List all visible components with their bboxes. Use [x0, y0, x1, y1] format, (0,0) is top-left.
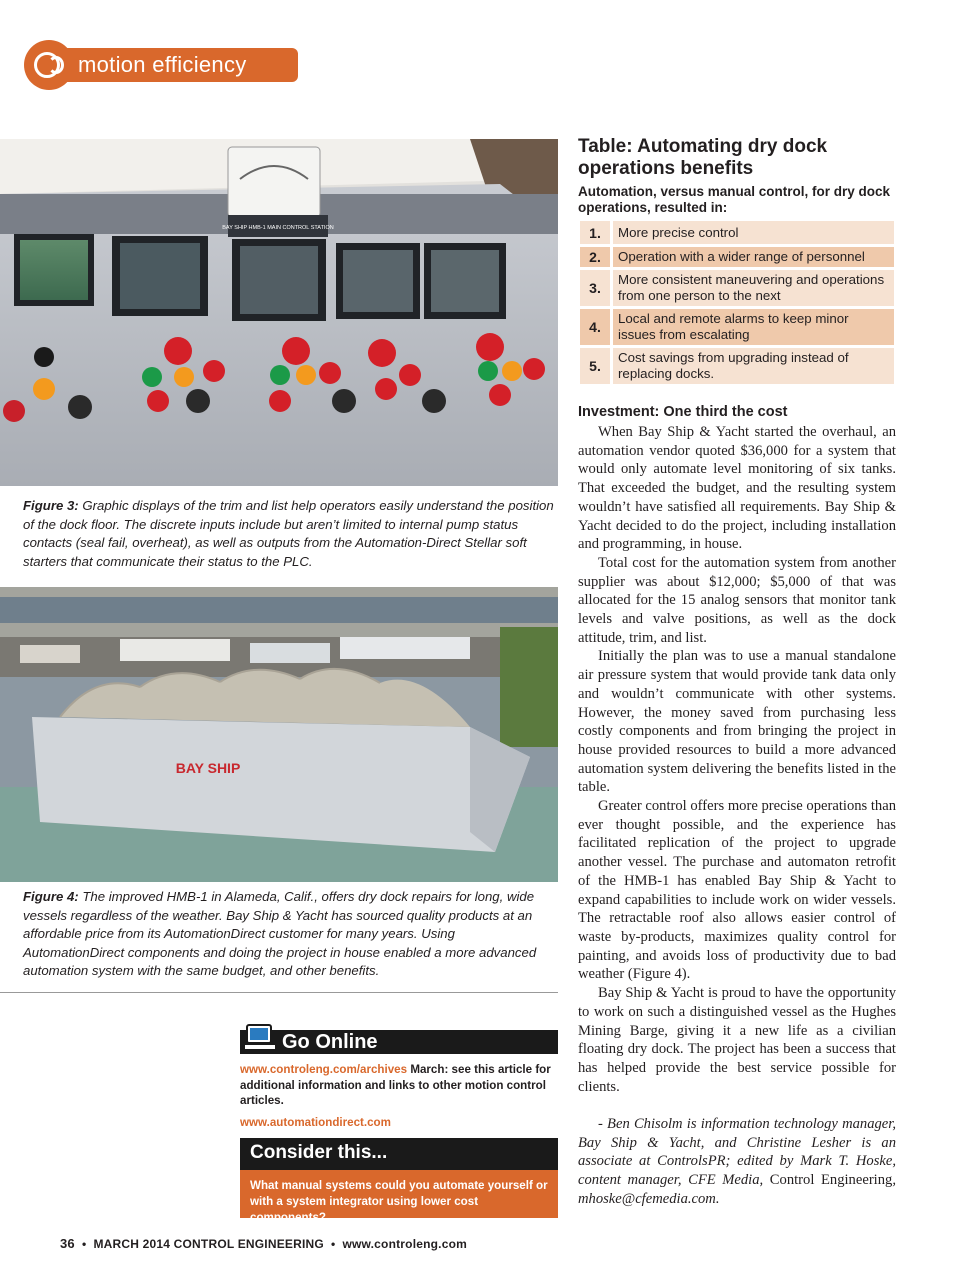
article-paragraph: Total cost for the automation system from another supplier was about $12,000; $5,000 of that was allocated for the 15 analog sensors that monitor tank levels and valve positions, as well as the dock attitude, trim, and list. — [578, 554, 896, 646]
footer-separator: • — [331, 1237, 336, 1251]
figure3-photo — [0, 139, 558, 486]
figure4-caption-text: The improved HMB-1 in Alameda, Calif., offers dry dock repairs for long, wide vessels regardless of the weather. Bay Ship & Yacht has sourced quality products at an affordable price from its AutomationDirect customer for many years. Using AutomationDirect components and doing the project in house enabled a more advanced automation system with the same budget, and other benefits. — [23, 889, 537, 979]
row-number: 5. — [580, 348, 610, 384]
row-number: 2. — [580, 247, 610, 267]
article-paragraph: Initially the plan was to use a manual standalone air pressure system that would provide tank data only and wouldn’t communicate with other systems. However, the money saved from purchasing less costly components and from bringing the project in house provided resources to build a more advanced automation system delivering the benefits listed in the table. — [578, 648, 896, 796]
go-online-text: March: see this article for additional information and links to other motion control articles. — [240, 1063, 551, 1108]
author-bio — [578, 1115, 896, 1209]
table-row — [580, 309, 894, 345]
archives-link[interactable]: www.controleng.com/archives — [240, 1063, 408, 1076]
footer-url[interactable]: www.controleng.com — [342, 1237, 467, 1251]
row-number: 4. — [580, 309, 610, 345]
article-paragraph: Greater control offers more precise operations than ever thought possible, and the experience has facilitated replication of the project to upgrade another vessel. The purchase and automaton retrofit of the HMB-1 has enabled Bay Ship & Yacht to expand capabilities to include work on wider vessels. The retractable roof also allows easier control of waste by-products, maximizes quality control for painting, and avoids loss of productivity due to bad weather (Figure 4). — [578, 798, 896, 983]
computer-icon — [244, 1024, 276, 1052]
table-row — [580, 221, 894, 244]
motion-logo-arc-icon — [48, 56, 64, 74]
consider-title: Consider this... — [250, 1142, 388, 1163]
figure3-caption-text: Graphic displays of the trim and list help operators easily understand the position of the dock floor. The discrete inputs include but aren’t limited to internal pump status contacts (seal fail, overheat), as well as outputs from the Automation-Direct Stellar soft starters that communicate their status to the PLC. — [23, 498, 554, 569]
magazine-name: Control Engineering — [769, 1172, 893, 1189]
author-bio-text: - Ben Chisolm is information technology manager, Bay Ship & Yacht, and Christine Lesher is an associate at ControlsPR; edited by Mark T. Hoske, content manager, CFE Media, — [578, 1116, 896, 1189]
figure3-caption-label: Figure 3: — [23, 498, 79, 513]
table-row — [580, 348, 894, 384]
go-online-title: Go Online — [282, 1031, 378, 1053]
author-email: , mhoske@cfemedia.com. — [578, 1172, 896, 1207]
figure4-photo — [0, 587, 558, 882]
row-number: 3. — [580, 270, 610, 306]
table-row — [580, 270, 894, 306]
table-row — [580, 247, 894, 267]
footer-issue: MARCH 2014 CONTROL ENGINEERING — [93, 1237, 324, 1251]
consider-body — [240, 1170, 558, 1224]
panel-plaque-text: BAY SHIP HMB-1 MAIN CONTROL STATION — [222, 225, 334, 231]
row-number: 1. — [580, 221, 610, 244]
page-number: 36 — [60, 1236, 75, 1251]
consider-text: What manual systems could you automate yourself or with a system integrator using lower cost components? — [250, 1179, 548, 1224]
article-heading: Investment: One third the cost — [578, 404, 788, 420]
automationdirect-link[interactable]: www.automationdirect.com — [240, 1115, 391, 1129]
table-subtitle: Automation, versus manual control, for dry dock operations, resulted in: — [578, 184, 891, 215]
footer-separator: • — [81, 1237, 87, 1251]
divider-rule — [0, 992, 558, 993]
consider-header — [240, 1138, 558, 1170]
row-text: More consistent maneuvering and operations from one person to the next — [613, 270, 894, 306]
hull-logo: BAY SHIP — [175, 760, 241, 776]
go-online-body — [240, 1062, 558, 1130]
figure3-caption — [23, 497, 559, 571]
article-body — [578, 423, 896, 1209]
article-paragraph: When Bay Ship & Yacht started the overhaul, an automation vendor quoted $36,000 for a system that would only automate level monitoring of six tanks. That exceeded the budget, and the resulting system wouldn’t have satisfied all requirements. Bay Ship & Yacht decided to do the project, including installation and programming, in house. — [578, 424, 896, 553]
figure4-caption-label: Figure 4: — [23, 889, 79, 904]
article-paragraph: Bay Ship & Yacht is proud to have the opportunity to work on such a distinguished vessel as the Hughes Mining Barge, giving it a new life as a civilian floating dry dock. The project has been a success that has helped provide the best service possible for clients. — [578, 985, 896, 1095]
table-title: Table: Automating dry dock operations benefits — [578, 136, 828, 179]
benefits-table — [580, 221, 894, 387]
section-tab — [24, 40, 274, 90]
row-text: Local and remote alarms to keep minor issues from escalating — [613, 309, 894, 345]
row-text: More precise control — [613, 221, 894, 244]
go-online-bar — [240, 1030, 558, 1054]
row-text: Cost savings from upgrading instead of replacing docks. — [613, 348, 894, 384]
figure4-caption — [23, 888, 559, 981]
row-text: Operation with a wider range of personnel — [613, 247, 894, 267]
section-label: motion efficiency — [78, 52, 247, 77]
page-footer — [60, 1236, 467, 1251]
